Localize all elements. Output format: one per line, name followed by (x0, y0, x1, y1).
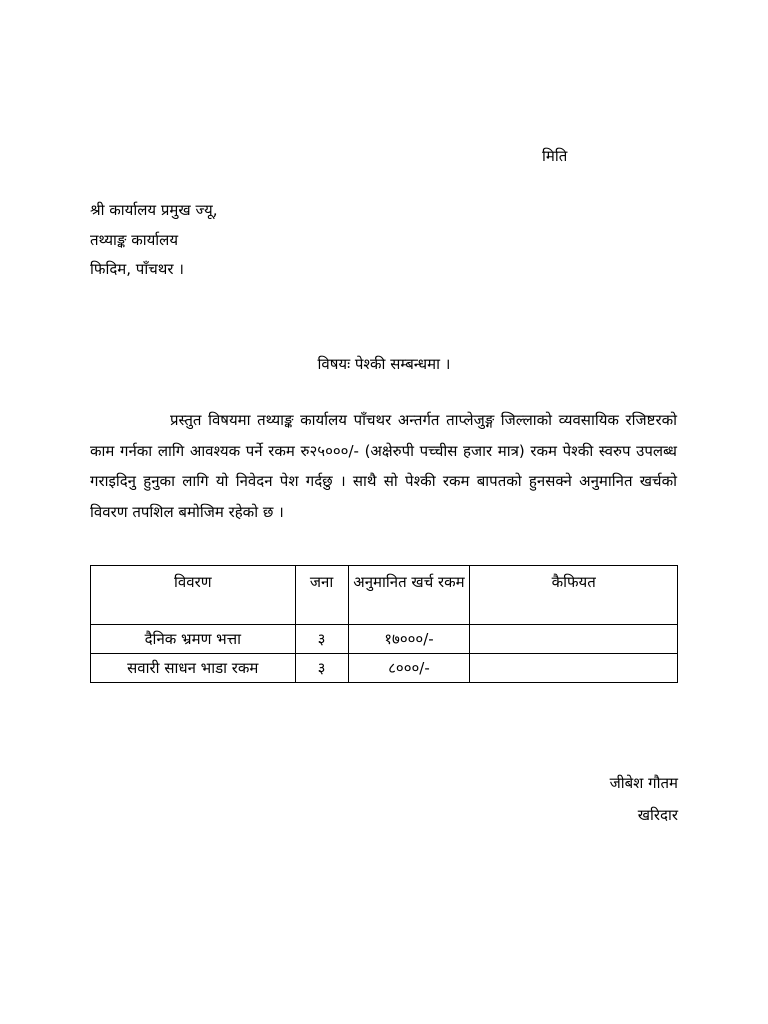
table-header-cell: विवरण (91, 566, 296, 625)
table-header-cell: जना (295, 566, 348, 625)
table-cell: ३ (295, 625, 348, 654)
table-header-cell: अनुमानित खर्च रकम (348, 566, 470, 625)
recipient-line: श्री कार्यालय प्रमुख ज्यू, (90, 201, 218, 219)
table-row (91, 625, 678, 654)
table-cell (470, 625, 678, 654)
body-paragraph: प्रस्तुत विषयमा तथ्याङ्क कार्यालय पाँचथर अन्तर्गत ताप्लेजुङ्ग जिल्लाको व्यवसायिक रजिष्टरको काम गर्नका लागि आवश्यक पर्ने रकम रु२५०००/- (अक्षेरुपी पच्चीस हजार मात्र) रकम पेश्की स्वरुप उपलब्ध गराइदिनु हुनुका लागि यो निवेदन पेश गर्दछु । साथै सो पेश्की रकम बापतको हुनसक्ने अनुमानित खर्चको विवरण तपशिल बमोजिम रहेको छ । (90, 411, 677, 521)
signatory-name: जीबेश गौतम (609, 774, 678, 792)
table-row (91, 654, 678, 683)
table-cell: ३ (295, 654, 348, 683)
table-cell: दैनिक भ्रमण भत्ता (91, 625, 296, 654)
table-header-cell: कैफियत (470, 566, 678, 625)
table-cell: १७०००/- (348, 625, 470, 654)
subject-line: विषयः पेश्की सम्बन्धमा । (317, 355, 451, 373)
table-cell (470, 654, 678, 683)
signatory-title: खरिदार (637, 806, 678, 824)
recipient-address (90, 196, 218, 285)
table-cell: सवारी साधन भाडा रकम (91, 654, 296, 683)
table-header-row (91, 566, 678, 625)
recipient-line: फिदिम, पाँचथर । (90, 260, 184, 278)
recipient-line: तथ्याङ्क कार्यालय (90, 230, 179, 249)
table-cell: ८०००/- (348, 654, 470, 683)
expense-table (90, 565, 678, 683)
date-label: मिति (542, 147, 568, 165)
